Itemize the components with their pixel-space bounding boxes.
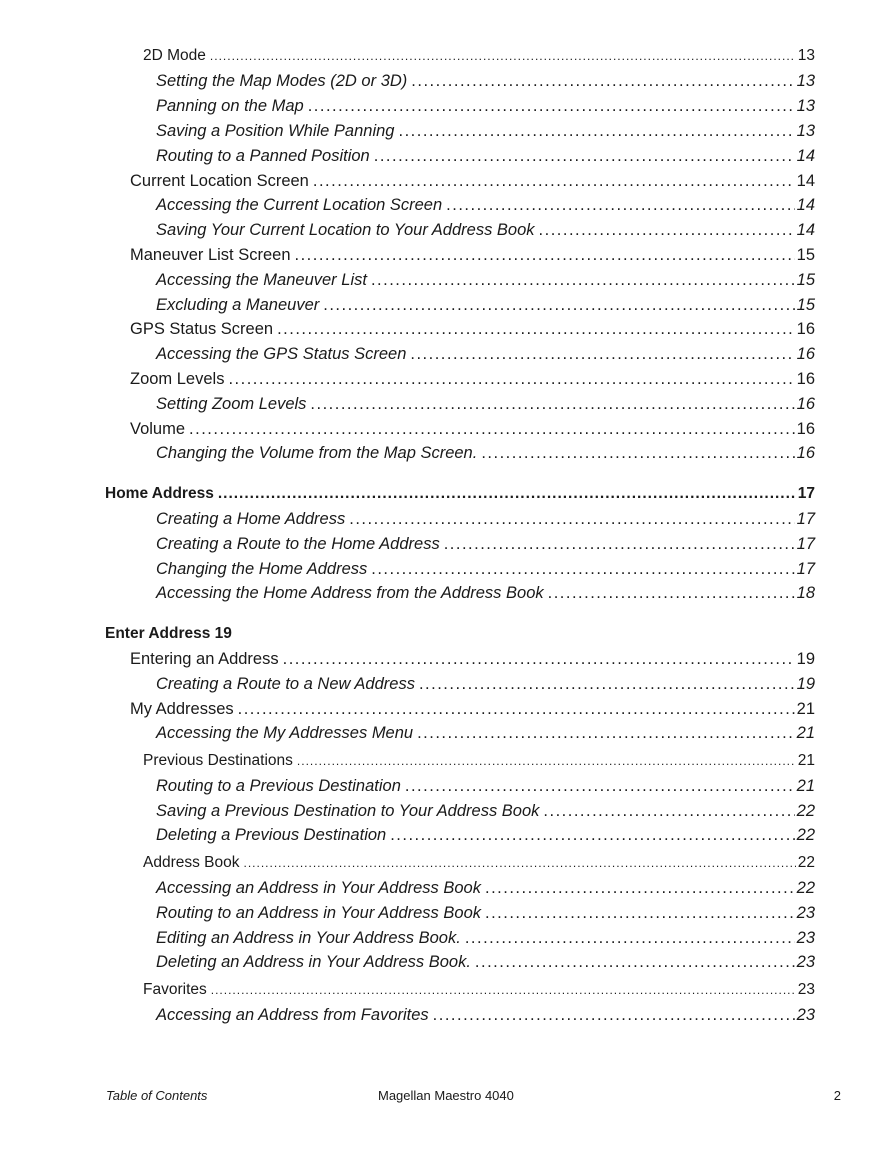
- toc-entry-label: Routing to a Panned Position: [156, 147, 370, 165]
- toc-dot-leader: [485, 901, 795, 925]
- toc-entry[interactable]: [156, 672, 815, 696]
- toc-entry[interactable]: [143, 978, 815, 1002]
- toc-entry[interactable]: [143, 851, 815, 875]
- toc-entry-page-number: 13: [796, 72, 815, 90]
- toc-entry[interactable]: [130, 367, 815, 391]
- toc-entry[interactable]: [130, 169, 815, 193]
- toc-dot-leader: [371, 268, 795, 292]
- toc-entry-label: Accessing the Maneuver List: [156, 271, 367, 289]
- toc-entry-label: Zoom Levels: [130, 370, 225, 388]
- toc-entry[interactable]: [156, 774, 815, 798]
- toc-entry-label: Current Location Screen: [130, 172, 309, 190]
- toc-dot-leader: [244, 851, 796, 875]
- toc-entry[interactable]: [130, 697, 815, 721]
- toc-dot-leader: [218, 482, 796, 506]
- toc-dot-leader: [390, 823, 794, 847]
- toc-entry[interactable]: [156, 823, 815, 847]
- toc-dot-leader: [310, 392, 794, 416]
- toc-dot-leader: [444, 532, 795, 556]
- toc-entry-label: Panning on the Map: [156, 97, 304, 115]
- toc-entry-page-number: 21: [796, 777, 815, 795]
- toc-entry-label: Enter Address 19: [105, 625, 232, 642]
- toc-entry[interactable]: [156, 926, 815, 950]
- toc-dot-leader: [295, 243, 795, 267]
- toc-entry[interactable]: [156, 532, 815, 556]
- toc-entry[interactable]: [156, 218, 815, 242]
- toc-entry-label: Changing the Volume from the Map Screen.: [156, 444, 478, 462]
- toc-entry-label: Setting Zoom Levels: [156, 395, 307, 413]
- toc-entry-label: Excluding a Maneuver: [156, 296, 320, 314]
- toc-dot-leader: [465, 926, 795, 950]
- toc-entry[interactable]: [156, 268, 815, 292]
- toc-entry-label: Accessing the My Addresses Menu: [156, 724, 414, 742]
- toc-entry[interactable]: [156, 441, 815, 465]
- toc-entry[interactable]: [130, 417, 815, 441]
- toc-entry-label: Changing the Home Address: [156, 560, 368, 578]
- toc-dot-leader: [405, 774, 795, 798]
- toc-entry-page-number: 16: [796, 345, 815, 363]
- toc-dot-leader: [417, 721, 795, 745]
- toc-entry[interactable]: [156, 901, 815, 925]
- toc-dot-leader: [475, 950, 795, 974]
- toc-chapter-entry[interactable]: [105, 622, 815, 646]
- toc-entry-page-number: 16: [796, 444, 815, 462]
- toc-entry-page-number: 16: [796, 370, 815, 388]
- toc-entry-label: Home Address: [105, 485, 214, 502]
- toc-entry[interactable]: [156, 876, 815, 900]
- toc-entry-label: Maneuver List Screen: [130, 246, 291, 264]
- toc-entry-page-number: 15: [796, 246, 815, 264]
- toc-entry[interactable]: [156, 507, 815, 531]
- toc-entry-page-number: 16: [796, 320, 815, 338]
- toc-dot-leader: [398, 119, 794, 143]
- toc-dot-leader: [238, 697, 795, 721]
- toc-entry-page-number: 13: [797, 47, 815, 64]
- toc-entry-label: Creating a Route to the Home Address: [156, 535, 440, 553]
- toc-entry[interactable]: [156, 94, 815, 118]
- toc-entry-label: Previous Destinations: [143, 752, 293, 769]
- toc-entry[interactable]: [156, 193, 815, 217]
- toc-chapter-entry[interactable]: [105, 482, 815, 506]
- toc-entry[interactable]: [130, 647, 815, 671]
- toc-dot-leader: [349, 507, 794, 531]
- toc-entry-page-number: 17: [797, 485, 815, 502]
- page-footer: [0, 1088, 893, 1108]
- toc-dot-leader: [371, 557, 794, 581]
- toc-entry-label: Accessing an Address from Favorites: [156, 1006, 429, 1024]
- toc-entry[interactable]: [156, 557, 815, 581]
- toc-dot-leader: [297, 749, 796, 773]
- toc-entry-label: Favorites: [143, 981, 207, 998]
- toc-dot-leader: [323, 293, 794, 317]
- toc-entry-page-number: 16: [796, 395, 815, 413]
- toc-entry-label: Creating a Home Address: [156, 510, 346, 528]
- toc-entry-page-number: 17: [796, 535, 815, 553]
- toc-dot-leader: [189, 417, 795, 441]
- toc-entry[interactable]: [156, 581, 815, 605]
- toc-entry-label: Editing an Address in Your Address Book.: [156, 929, 461, 947]
- toc-dot-leader: [539, 218, 795, 242]
- toc-entry-page-number: 22: [797, 854, 815, 871]
- toc-dot-leader: [228, 367, 794, 391]
- toc-dot-leader: [419, 672, 795, 696]
- toc-entry-page-number: 22: [796, 826, 815, 844]
- toc-entry-page-number: 21: [796, 700, 815, 718]
- toc-entry-label: Deleting a Previous Destination: [156, 826, 387, 844]
- toc-entry[interactable]: [156, 119, 815, 143]
- toc-entry-label: Entering an Address: [130, 650, 279, 668]
- toc-entry-label: Routing to an Address in Your Address Book: [156, 904, 482, 922]
- toc-entry-label: Accessing the Current Location Screen: [156, 196, 443, 214]
- toc-entry[interactable]: [156, 293, 815, 317]
- toc-entry-label: Address Book: [143, 854, 240, 871]
- toc-entry[interactable]: [156, 799, 815, 823]
- toc-entry-page-number: 22: [796, 802, 815, 820]
- toc-entry-label: Saving Your Current Location to Your Address Book: [156, 221, 535, 239]
- toc-dot-leader: [548, 581, 795, 605]
- toc-dot-leader: [481, 441, 794, 465]
- toc-dot-leader: [210, 44, 796, 68]
- toc-entry-page-number: 16: [796, 420, 815, 438]
- toc-entry[interactable]: [156, 950, 815, 974]
- toc-dot-leader: [277, 317, 795, 341]
- toc-dot-leader: [411, 69, 794, 93]
- toc-entry[interactable]: [156, 392, 815, 416]
- toc-entry-page-number: 15: [796, 271, 815, 289]
- toc-entry-page-number: 21: [797, 752, 815, 769]
- toc-entry-page-number: 17: [796, 510, 815, 528]
- toc-entry-page-number: 17: [796, 560, 815, 578]
- toc-entry[interactable]: [156, 342, 815, 366]
- toc-entry-label: Creating a Route to a New Address: [156, 675, 415, 693]
- toc-entry-page-number: 23: [796, 904, 815, 922]
- toc-entry-label: Saving a Position While Panning: [156, 122, 395, 140]
- toc-entry-page-number: 23: [797, 981, 815, 998]
- toc-entry-label: Routing to a Previous Destination: [156, 777, 401, 795]
- toc-entry-label: 2D Mode: [143, 47, 206, 64]
- toc-dot-leader: [283, 647, 795, 671]
- toc-dot-leader: [410, 342, 794, 366]
- toc-entry-label: My Addresses: [130, 700, 234, 718]
- toc-entry-label: GPS Status Screen: [130, 320, 274, 338]
- toc-dot-leader: [313, 169, 795, 193]
- toc-entry-page-number: 19: [796, 650, 815, 668]
- toc-entry-page-number: 14: [796, 172, 815, 190]
- toc-dot-leader: [543, 799, 794, 823]
- toc-entry-page-number: 21: [796, 724, 815, 742]
- footer-page-number: 2: [833, 1088, 841, 1103]
- toc-entry[interactable]: [130, 317, 815, 341]
- toc-entry[interactable]: [156, 721, 815, 745]
- footer-product-name: Magellan Maestro 4040: [378, 1088, 514, 1103]
- toc-entry-page-number: 23: [796, 929, 815, 947]
- toc-entry-page-number: 14: [796, 147, 815, 165]
- toc-entry-page-number: 23: [796, 953, 815, 971]
- toc-entry[interactable]: [130, 243, 815, 267]
- toc-dot-leader: [433, 1003, 795, 1027]
- toc-entry-label: Accessing the Home Address from the Address Book: [156, 584, 544, 602]
- toc-entry[interactable]: [156, 1003, 815, 1027]
- toc-entry-page-number: 19: [796, 675, 815, 693]
- toc-entry[interactable]: [143, 44, 815, 68]
- toc-entry-label: Setting the Map Modes (2D or 3D): [156, 72, 408, 90]
- toc-entry-page-number: 13: [796, 97, 815, 115]
- toc-entry-page-number: 23: [796, 1006, 815, 1024]
- toc-entry[interactable]: [156, 144, 815, 168]
- toc-dot-leader: [374, 144, 795, 168]
- toc-dot-leader: [211, 978, 796, 1002]
- toc-entry[interactable]: [156, 69, 815, 93]
- toc-entry-label: Accessing an Address in Your Address Book: [156, 879, 481, 897]
- toc-entry-page-number: 15: [796, 296, 815, 314]
- toc-dot-leader: [485, 876, 795, 900]
- footer-section-title: Table of Contents: [106, 1088, 208, 1103]
- toc-entry-page-number: 18: [796, 584, 815, 602]
- toc-entry-page-number: 14: [796, 196, 815, 214]
- toc-dot-leader: [446, 193, 794, 217]
- toc-entry-label: Accessing the GPS Status Screen: [156, 345, 407, 363]
- toc-entry-page-number: 22: [796, 879, 815, 897]
- toc-dot-leader: [308, 94, 795, 118]
- toc-entry-label: Deleting an Address in Your Address Book.: [156, 953, 471, 971]
- toc-entry-label: Volume: [130, 420, 186, 438]
- toc-entry-label: Saving a Previous Destination to Your Address Book: [156, 802, 540, 820]
- toc-entry-page-number: 13: [796, 122, 815, 140]
- toc-entry[interactable]: [143, 749, 815, 773]
- toc-entry-page-number: 14: [796, 221, 815, 239]
